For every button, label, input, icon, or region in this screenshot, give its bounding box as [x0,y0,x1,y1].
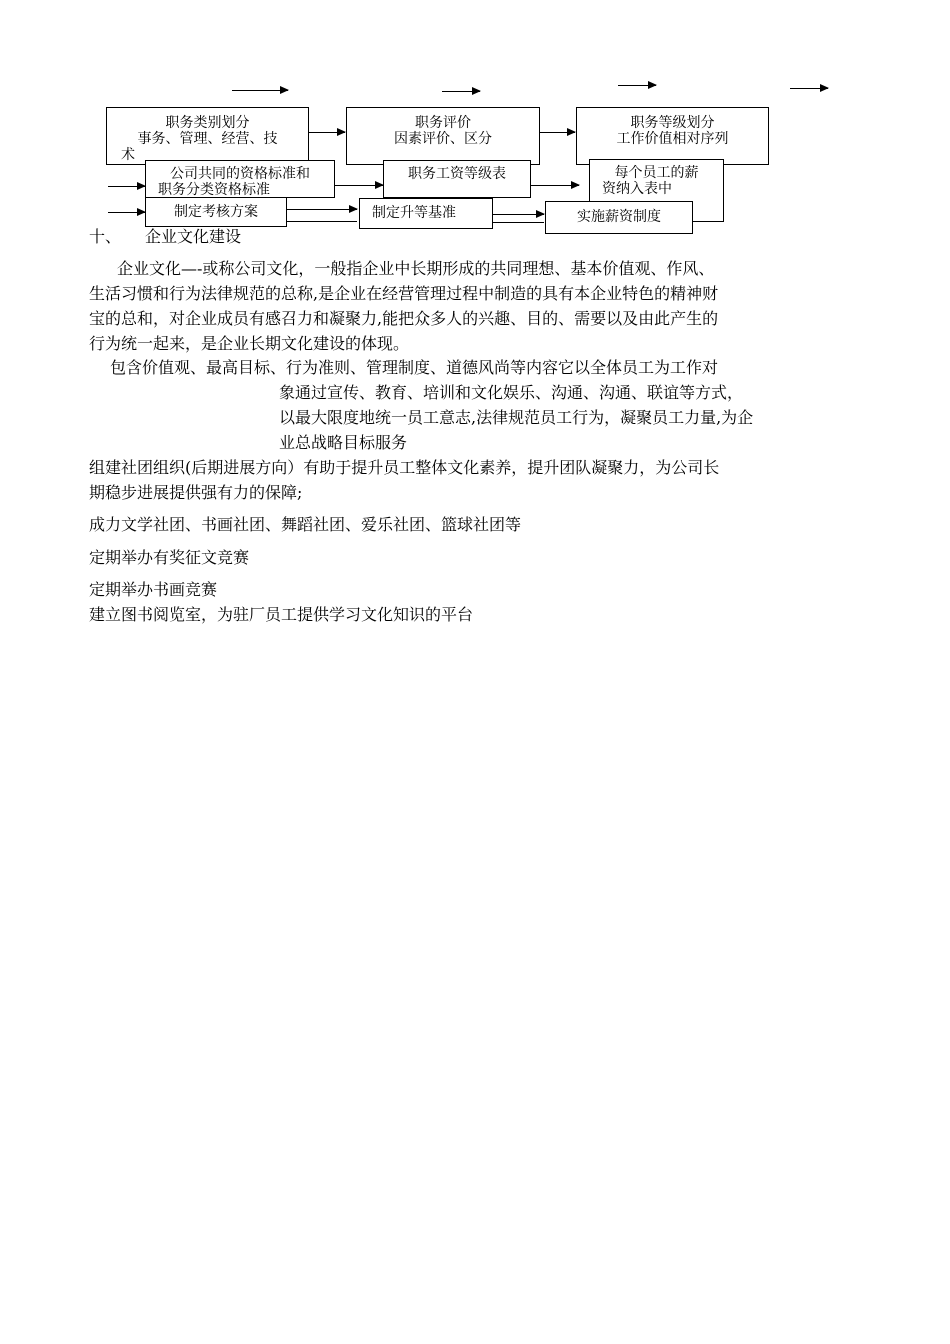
arrow-top-4 [790,88,828,89]
arrow-r3-2b [493,222,544,223]
box-assessment-plan: 制定考核方案 [145,197,287,227]
list-item: 定期举办书画竞赛 [89,580,218,599]
list-item: 建立图书阅览室，为驻厂员工提供学习文化知识的平台 [89,605,474,624]
arrow-r1-1 [309,132,345,133]
box-implement-salary: 实施薪资制度 [545,201,693,234]
list-item: 定期举办有奖征文竞赛 [89,548,250,567]
section-title: 企业文化建设 [145,227,242,246]
arrow-r2-1 [335,185,383,186]
arrow-top-3 [618,85,656,86]
box-qualification-standard: 公司共同的资格标准和 职务分类资格标准 [145,160,335,198]
arrow-r3-2 [493,214,544,215]
arrow-r1-2 [540,132,575,133]
list-item: 成力文学社团、书画社团、舞蹈社团、爱乐社团、篮球社团等 [89,515,522,534]
box-salary-grade-table: 职务工资等级表 [383,160,531,198]
arrow-r3-in [108,212,145,213]
box-job-grading: 职务等级划分 工作价值相对序列 [576,107,769,165]
arrow-r2-2 [531,185,579,186]
box-employee-salary: 每个员工的薪 资纳入表中 [589,159,724,222]
section-number: 十、 [89,227,122,246]
arrow-r2-in [108,186,145,187]
arrow-top-1 [232,90,288,91]
box-job-classification: 职务类别划分 事务、管理、经营、技 术 [106,107,309,165]
arrow-r3-1 [287,209,357,210]
box-promotion-criteria: 制定升等基准 [359,198,493,229]
box-job-evaluation: 职务评价 因素评价、区分 [346,107,540,165]
arrow-top-2 [442,91,480,92]
arrow-r3-1b [287,221,357,222]
